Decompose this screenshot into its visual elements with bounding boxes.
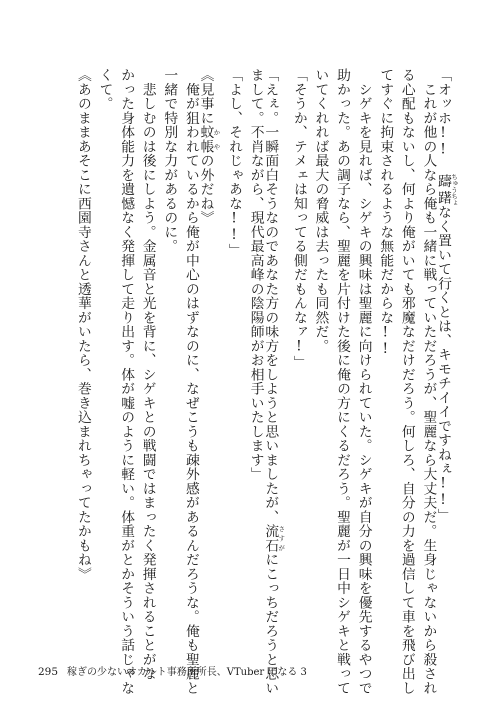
text-run: にこっちだろうと思い [262,552,279,695]
text-column [262,68,286,695]
text-column [197,68,221,538]
ruby-annotated-word: 流石 さすが [262,524,286,553]
running-title: 稼ぎの少ないオカルト事務所所長、VTuber になる 3 [67,667,307,678]
ruby-annotated-word: 躊躇 ちゅうちょ [435,173,458,206]
text-column [74,68,91,581]
page-footer [38,663,307,678]
text-column [376,68,393,538]
text-run: シゲキを見れば、シゲキの興味は聖麗に向けられていた。シゲキが自分の興味を優先するやつで [355,68,372,695]
text-run: 《あのままあそこに西園寺さんと透華がいたら、巻き込まれちゃってたかもね》 [74,68,91,581]
text-column [355,68,372,695]
furigana: ちゅうちょ [450,173,458,206]
text-column [139,68,156,681]
text-column [333,68,351,695]
text-column [225,68,242,538]
text-run: まして。不肖ながら、現代最高峰の陰陽師がお相手いたします」 [247,68,264,482]
text-run: 助かった。あの調子なら、聖麗を片付けた後に俺の方にくるだろう。聖麗が一日中シゲキと戦って [334,68,351,695]
text-run: 「そうか、テメェは知ってる側だもんなァ!」 [290,68,307,370]
text-run: 「よし、それじゃあな!!」 [226,68,243,258]
text-run: てすぐに拘束されるような無能だからな!! [377,68,394,358]
text-run: 悲しむのは後にしよう。金属音と光を背に、シゲキとの戦闘ではまったく発揮されることがな [139,68,156,681]
text-run: 「えぇ。一瞬面白そうなのであなた方の味方をしようと思いましたが、 [262,68,279,524]
text-column [311,68,328,538]
text-column [435,68,458,538]
text-column [96,68,113,538]
text-column [117,68,135,695]
text-run: 「オッホ!! [435,68,451,175]
text-column [160,68,177,538]
text-run: いてくれれば最大の脅威は去ったも同然だ。 [312,68,329,353]
text-run: 俺が狙われているから俺が中心のはずなのに、なぜこうも疎外感があるんだろうな。俺も聖麗と [182,68,199,695]
ruby-annotated-word: 蚊帳 かや [197,125,221,154]
text-run: る心配もないし、何より俺がいても邪魔なだけだろう。何しろ、自分の力を過信して車を飛び出し [398,68,415,695]
text-run: 一緒で特別な力があるのに。 [161,68,178,254]
text-run: かった身体能力を遺憾なく発揮して走り出す。体が嘘のように軽い。体重がとかそういう話じゃな [118,68,135,695]
text-run: 《見事に [197,68,214,125]
text-column [398,68,415,695]
furigana: かや [212,125,221,154]
text-run: の外だね》 [197,153,214,225]
text-run: これが他の人なら俺も一緒に戦っていただろうが、聖麗なら大丈夫だ。生身じゃないから殺され [420,68,437,695]
page-number: 295 [38,666,59,678]
text-run: くて。 [96,68,113,111]
furigana: さすが [277,524,286,553]
text-run: なく置いて行くとは、キモチイイですねぇ!!」 [435,204,451,523]
text-column [290,68,307,538]
